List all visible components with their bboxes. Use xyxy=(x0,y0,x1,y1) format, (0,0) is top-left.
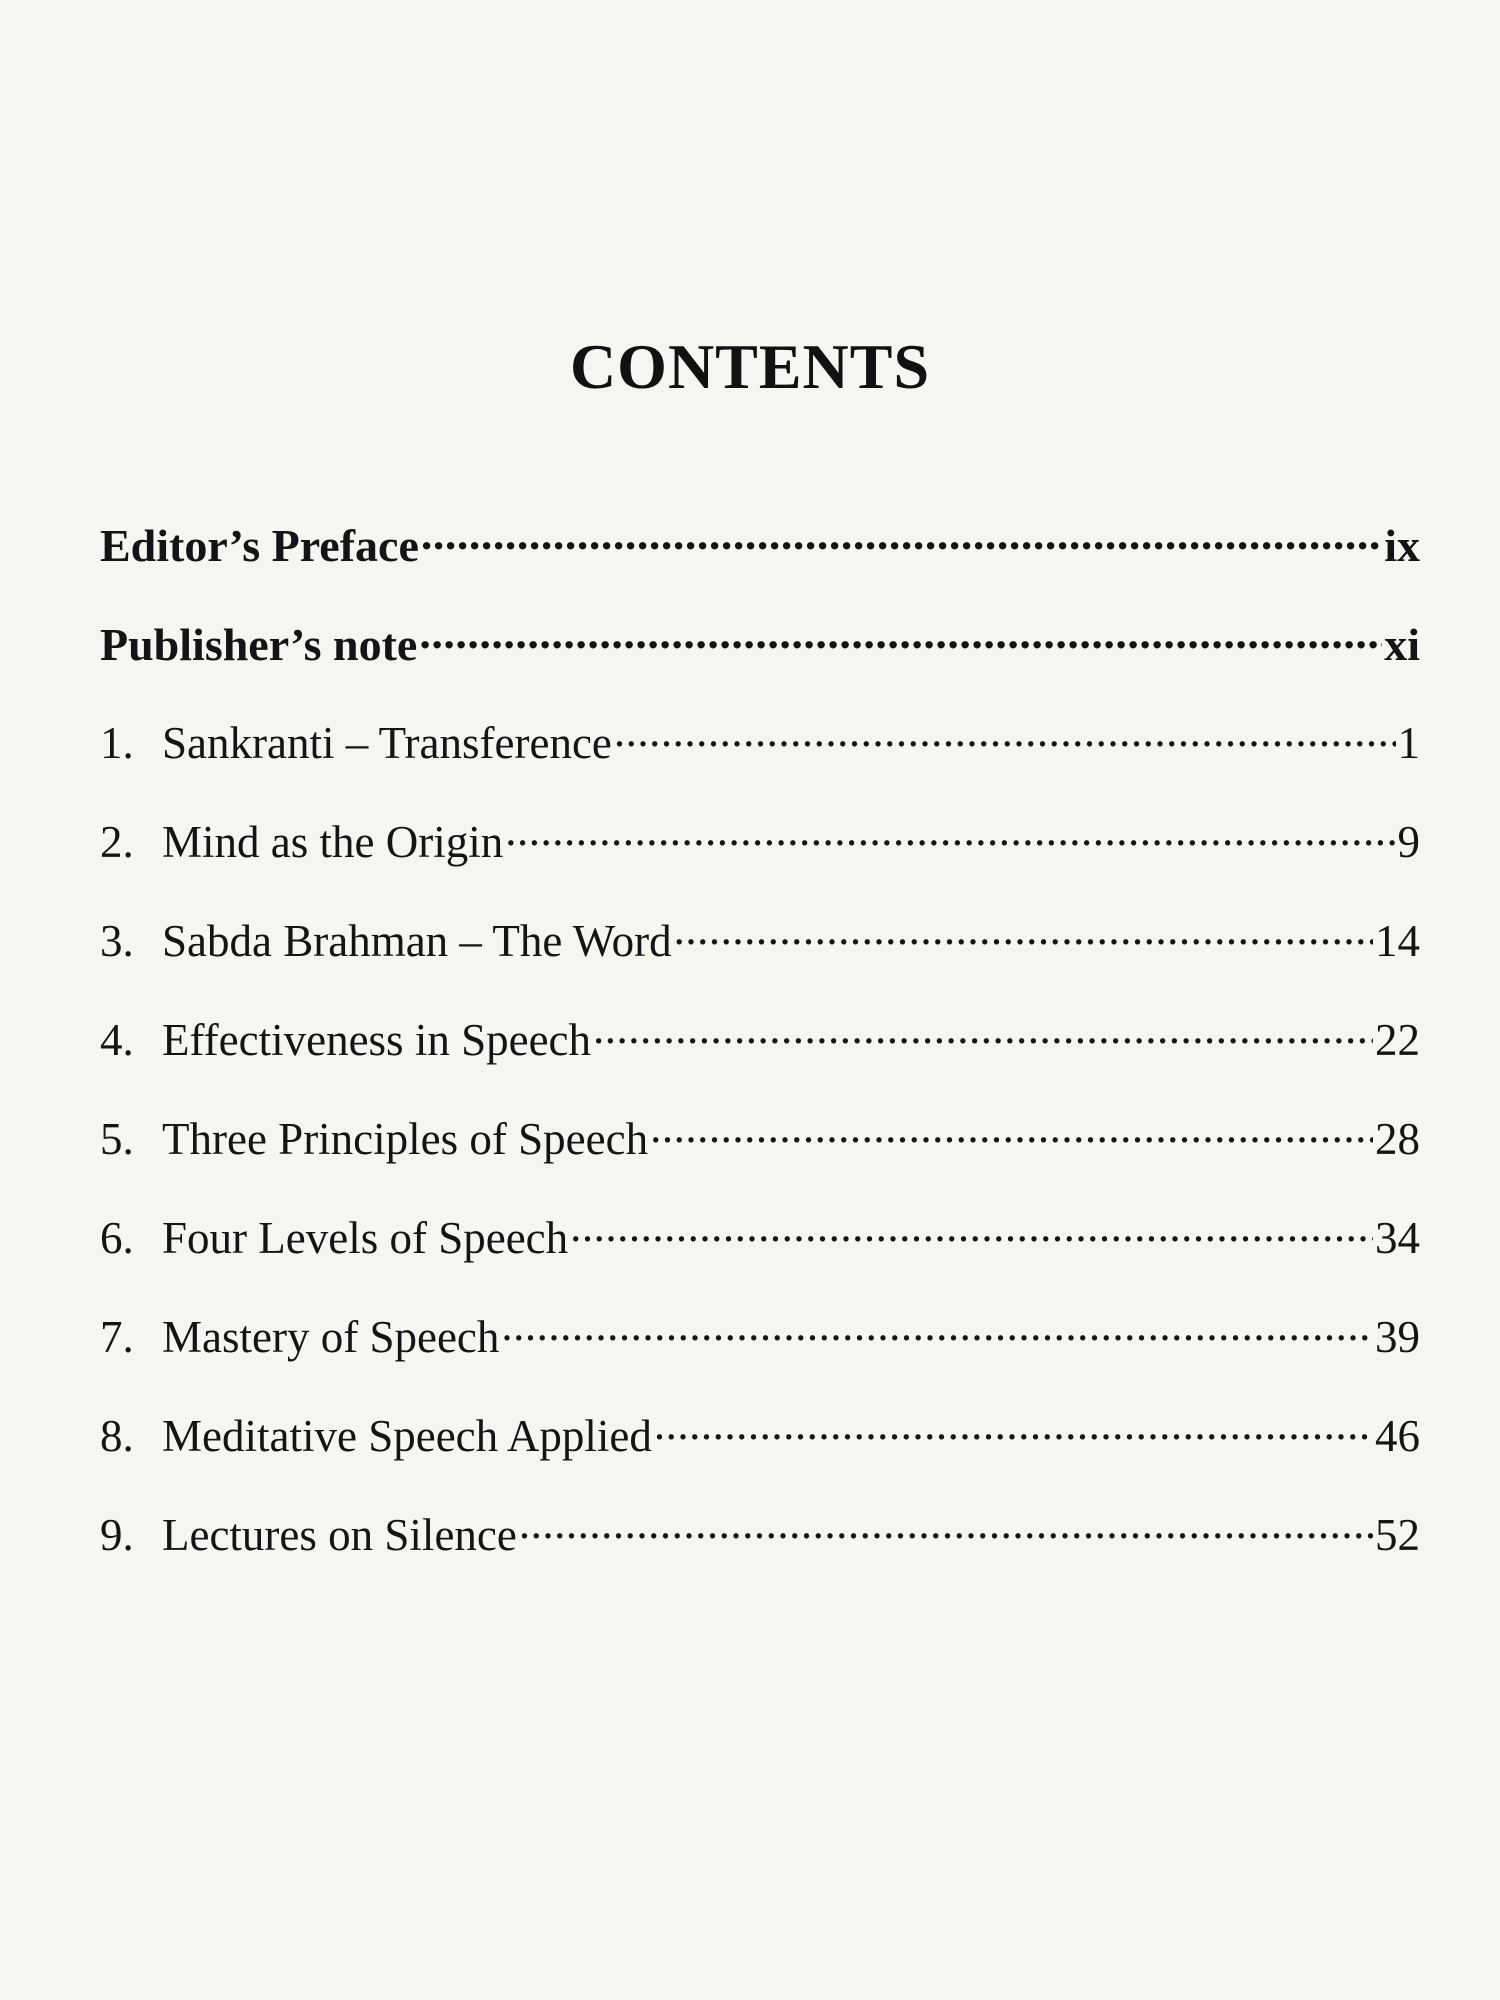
toc-entry-number: 4. xyxy=(100,1015,134,1065)
toc-entry-chapter-4[interactable] xyxy=(100,1010,1420,1109)
toc-entry-page: 28 xyxy=(1375,1114,1420,1164)
toc-entry-editors-preface[interactable] xyxy=(100,515,1420,614)
toc-entry-title: Editor’s Preface xyxy=(100,520,419,571)
toc-entry-publishers-note[interactable] xyxy=(100,614,1420,713)
toc-entry-title: Sabda Brahman – The Word xyxy=(162,916,672,966)
page-title: CONTENTS xyxy=(569,331,931,402)
toc-entry-number: 8. xyxy=(100,1411,134,1461)
toc-entry-title: Meditative Speech Applied xyxy=(162,1411,652,1461)
toc-entry-chapter-3[interactable] xyxy=(100,911,1420,1010)
toc-entry-number: 7. xyxy=(100,1312,134,1362)
toc-entry-number: 6. xyxy=(100,1213,134,1263)
toc-entry-title: Four Levels of Speech xyxy=(162,1213,569,1263)
dot-leader xyxy=(593,1010,1373,1055)
toc-entry-chapter-9[interactable] xyxy=(100,1505,1420,1604)
dot-leader xyxy=(421,515,1382,561)
dot-leader xyxy=(650,1109,1373,1154)
toc-entry-page: 22 xyxy=(1375,1015,1420,1065)
toc-entry-number: 2. xyxy=(100,817,134,867)
dot-leader xyxy=(501,1307,1373,1352)
toc-entry-title: Publisher’s note xyxy=(100,619,418,670)
toc-entry-chapter-1[interactable] xyxy=(100,713,1420,812)
dot-leader xyxy=(519,1505,1373,1550)
toc-entry-number: 1. xyxy=(100,718,134,768)
toc-entry-title: Lectures on Silence xyxy=(162,1510,517,1560)
toc-entry-page: ix xyxy=(1384,520,1420,571)
toc-entry-number: 5. xyxy=(100,1114,134,1164)
toc-entry-chapter-5[interactable] xyxy=(100,1109,1420,1208)
toc-entry-page: 14 xyxy=(1375,916,1420,966)
toc-entry-page: 9 xyxy=(1397,817,1420,867)
dot-leader xyxy=(570,1208,1373,1253)
toc-entry-chapter-2[interactable] xyxy=(100,812,1420,911)
dot-leader xyxy=(614,713,1396,758)
toc-entry-title: Mind as the Origin xyxy=(162,817,504,867)
dot-leader xyxy=(674,911,1373,956)
toc-entry-chapter-6[interactable] xyxy=(100,1208,1420,1307)
dot-leader xyxy=(505,812,1395,857)
toc-entry-page: 34 xyxy=(1375,1213,1420,1263)
toc-entry-chapter-7[interactable] xyxy=(100,1307,1420,1406)
toc-entry-page: 1 xyxy=(1397,718,1420,768)
toc-entry-title: Effectiveness in Speech xyxy=(162,1015,592,1065)
toc-entry-title: Three Principles of Speech xyxy=(162,1114,649,1164)
toc-entry-chapter-8[interactable] xyxy=(100,1406,1420,1505)
toc-entry-number: 3. xyxy=(100,916,134,966)
toc-entry-page: 46 xyxy=(1375,1411,1420,1461)
toc-entry-page: xi xyxy=(1384,619,1420,670)
dot-leader xyxy=(419,614,1382,660)
dot-leader xyxy=(654,1406,1373,1451)
toc-entry-page: 52 xyxy=(1375,1510,1420,1560)
table-of-contents xyxy=(100,515,1420,1604)
toc-entry-page: 39 xyxy=(1375,1312,1420,1362)
toc-entry-title: Mastery of Speech xyxy=(162,1312,500,1362)
toc-entry-number: 9. xyxy=(100,1510,134,1560)
toc-entry-title: Sankranti – Transference xyxy=(162,718,612,768)
